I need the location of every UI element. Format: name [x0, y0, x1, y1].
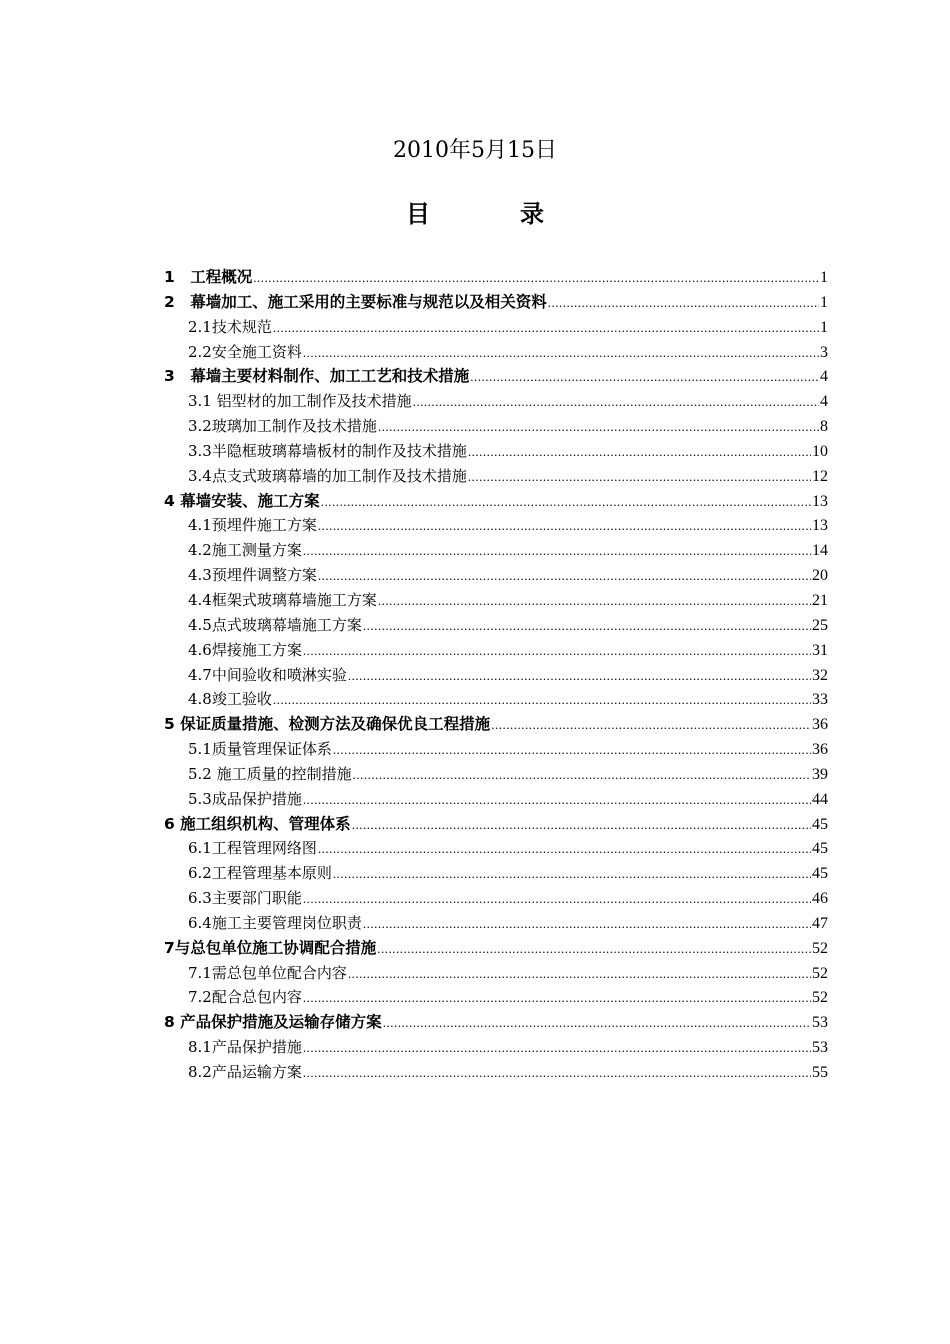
- toc-entry-label: 3.3半隐框玻璃幕墙板材的制作及技术措施: [188, 441, 467, 460]
- toc-entry-label: 4.3预埋件调整方案: [188, 566, 317, 585]
- toc-entry-label: 7与总包单位施工协调配合措施: [164, 938, 377, 957]
- toc-title-right: 录: [520, 200, 544, 228]
- toc-section-entry[interactable]: [164, 961, 828, 986]
- toc-title: [0, 198, 950, 230]
- toc-page-number: 8: [820, 418, 828, 436]
- toc-section-entry[interactable]: [164, 538, 828, 563]
- toc-leader-dots: [348, 962, 811, 986]
- toc-chapter-entry[interactable]: [164, 712, 828, 737]
- toc-entry-label: 6.2工程管理基本原则: [188, 864, 332, 883]
- toc-entry-label: 6.3主要部门职能: [188, 889, 302, 908]
- toc-section-entry[interactable]: [164, 737, 828, 762]
- toc-page-number: 52: [812, 964, 828, 982]
- toc-leader-dots: [363, 614, 811, 638]
- toc-section-entry[interactable]: [164, 1060, 828, 1085]
- toc-entry-label: 4.2施工测量方案: [188, 541, 302, 560]
- toc-section-entry[interactable]: [164, 836, 828, 861]
- toc-page-number: 46: [812, 890, 828, 908]
- toc-page-number: 10: [812, 442, 828, 460]
- toc-chapter-entry[interactable]: [164, 364, 828, 389]
- toc-entry-label: 5 保证质量措施、检测方法及确保优良工程措施: [164, 715, 491, 734]
- toc-section-entry[interactable]: [164, 762, 828, 787]
- toc-entry-label: 6 施工组织机构、管理体系: [164, 814, 351, 833]
- toc-page-number: 53: [812, 1014, 828, 1032]
- toc-section-entry[interactable]: [164, 787, 828, 812]
- toc-section-entry[interactable]: [164, 563, 828, 588]
- toc-page-number: 1: [820, 269, 828, 286]
- toc-chapter-entry[interactable]: [164, 936, 828, 961]
- toc-page-number: 20: [812, 567, 828, 585]
- toc-entry-label: 5.3成品保护措施: [188, 789, 302, 808]
- toc-leader-dots: [333, 862, 811, 886]
- toc-page-number: 21: [812, 591, 828, 609]
- toc-entry-label: 4.6焊接施工方案: [188, 640, 302, 659]
- toc-page-number: 4: [820, 368, 828, 386]
- toc-entry-label: 4.4框架式玻璃幕墙施工方案: [188, 590, 377, 609]
- toc-section-entry[interactable]: [164, 315, 828, 340]
- toc-section-entry[interactable]: [164, 638, 828, 663]
- toc-entry-label: 2 幕墙加工、施工采用的主要标准与规范以及相关资料: [164, 292, 547, 311]
- toc-section-entry[interactable]: [164, 464, 828, 489]
- toc-leader-dots: [303, 341, 819, 365]
- toc-leader-dots: [377, 937, 811, 961]
- toc-leader-dots: [352, 813, 811, 837]
- toc-leader-dots: [468, 465, 811, 489]
- toc-leader-dots: [318, 514, 811, 538]
- toc-entry-label: 5.2 施工质量的控制措施: [188, 764, 352, 783]
- toc-leader-dots: [548, 291, 819, 315]
- toc-page-number: 1: [820, 318, 828, 336]
- toc-section-entry[interactable]: [164, 1035, 828, 1060]
- document-date: 2010年5月15日: [393, 138, 557, 163]
- toc-page-number: 45: [812, 840, 828, 858]
- toc-page-number: 47: [812, 914, 828, 932]
- toc-page-number: 45: [812, 865, 828, 883]
- toc-page-number: 31: [812, 641, 828, 659]
- toc-leader-dots: [333, 738, 811, 762]
- toc-section-entry[interactable]: [164, 439, 828, 464]
- toc-entry-label: 3.2玻璃加工制作及技术措施: [188, 417, 377, 436]
- toc-page-number: 52: [812, 989, 828, 1007]
- toc-page-number: 14: [812, 542, 828, 560]
- table-of-contents: [164, 265, 828, 1085]
- toc-leader-dots: [348, 664, 811, 688]
- toc-section-entry[interactable]: [164, 663, 828, 688]
- toc-leader-dots: [303, 639, 811, 663]
- toc-page-number: 44: [812, 790, 828, 808]
- toc-leader-dots: [363, 912, 811, 936]
- toc-page-number: 36: [812, 716, 828, 734]
- toc-chapter-entry[interactable]: [164, 489, 828, 514]
- toc-entry-label: 8.1产品保护措施: [188, 1038, 302, 1057]
- toc-page-number: 53: [812, 1039, 828, 1057]
- toc-leader-dots: [303, 788, 811, 812]
- toc-entry-label: 5.1质量管理保证体系: [188, 740, 332, 759]
- toc-page-number: 39: [812, 765, 828, 783]
- toc-leader-dots: [273, 688, 811, 712]
- toc-entry-label: 2.2安全施工资料: [188, 342, 302, 361]
- toc-leader-dots: [318, 837, 811, 861]
- toc-section-entry[interactable]: [164, 414, 828, 439]
- toc-page-number: 4: [820, 393, 828, 411]
- toc-page-number: 13: [812, 492, 828, 510]
- toc-section-entry[interactable]: [164, 985, 828, 1010]
- toc-leader-dots: [253, 266, 819, 290]
- toc-section-entry[interactable]: [164, 911, 828, 936]
- toc-page-number: 32: [812, 666, 828, 684]
- toc-leader-dots: [378, 415, 819, 439]
- toc-leader-dots: [303, 539, 811, 563]
- toc-entry-label: 6.4施工主要管理岗位职责: [188, 913, 362, 932]
- toc-leader-dots: [318, 564, 811, 588]
- toc-title-left: 目: [406, 200, 430, 228]
- toc-section-entry[interactable]: [164, 861, 828, 886]
- toc-leader-dots: [491, 713, 811, 737]
- toc-leader-dots: [303, 887, 811, 911]
- toc-chapter-entry[interactable]: [164, 290, 828, 315]
- toc-leader-dots: [353, 763, 811, 787]
- toc-page-number: 36: [812, 741, 828, 759]
- toc-leader-dots: [303, 1061, 811, 1085]
- toc-entry-label: 2.1技术规范: [188, 317, 272, 336]
- toc-section-entry[interactable]: [164, 340, 828, 365]
- toc-page-number: 55: [812, 1064, 828, 1081]
- toc-entry-label: 4.5点式玻璃幕墙施工方案: [188, 615, 362, 634]
- toc-page-number: 45: [812, 815, 828, 833]
- toc-leader-dots: [321, 490, 811, 514]
- toc-entry-label: 6.1工程管理网络图: [188, 839, 317, 858]
- toc-page-number: 12: [812, 467, 828, 485]
- toc-page-number: 25: [812, 616, 828, 634]
- toc-leader-dots: [383, 1011, 811, 1035]
- toc-chapter-entry[interactable]: [164, 1010, 828, 1035]
- toc-chapter-entry[interactable]: [164, 812, 828, 837]
- toc-entry-label: 3.1 铝型材的加工制作及技术措施: [188, 392, 412, 411]
- toc-leader-dots: [378, 589, 811, 613]
- toc-entry-label: 4 幕墙安装、施工方案: [164, 491, 320, 510]
- toc-leader-dots: [273, 316, 819, 340]
- toc-entry-label: 3.4点支式玻璃幕墙的加工制作及技术措施: [188, 466, 467, 485]
- toc-entry-label: 8.2产品运输方案: [188, 1063, 302, 1081]
- toc-section-entry[interactable]: [164, 588, 828, 613]
- toc-entry-label: 8 产品保护措施及运输存储方案: [164, 1013, 382, 1032]
- toc-section-entry[interactable]: [164, 513, 828, 538]
- toc-entry-label: 1 工程概况: [164, 268, 253, 286]
- toc-page-number: 52: [812, 939, 828, 957]
- toc-entry-label: 3 幕墙主要材料制作、加工工艺和技术措施: [164, 367, 470, 386]
- toc-page-number: 13: [812, 517, 828, 535]
- toc-section-entry[interactable]: [164, 389, 828, 414]
- toc-section-entry[interactable]: [164, 613, 828, 638]
- toc-chapter-entry[interactable]: [164, 265, 828, 290]
- toc-page-number: 3: [820, 343, 828, 361]
- toc-entry-label: 4.7中间验收和喷淋实验: [188, 665, 347, 684]
- toc-leader-dots: [413, 390, 819, 414]
- toc-leader-dots: [303, 986, 811, 1010]
- toc-section-entry[interactable]: [164, 687, 828, 712]
- toc-section-entry[interactable]: [164, 886, 828, 911]
- toc-entry-label: 4.8竣工验收: [188, 690, 272, 709]
- toc-page-number: 1: [820, 293, 828, 311]
- toc-leader-dots: [470, 365, 819, 389]
- toc-page-number: 33: [812, 691, 828, 709]
- toc-entry-label: 7.2配合总包内容: [188, 988, 302, 1007]
- toc-leader-dots: [468, 440, 811, 464]
- toc-leader-dots: [303, 1036, 811, 1060]
- toc-entry-label: 4.1预埋件施工方案: [188, 516, 317, 535]
- toc-entry-label: 7.1需总包单位配合内容: [188, 963, 347, 982]
